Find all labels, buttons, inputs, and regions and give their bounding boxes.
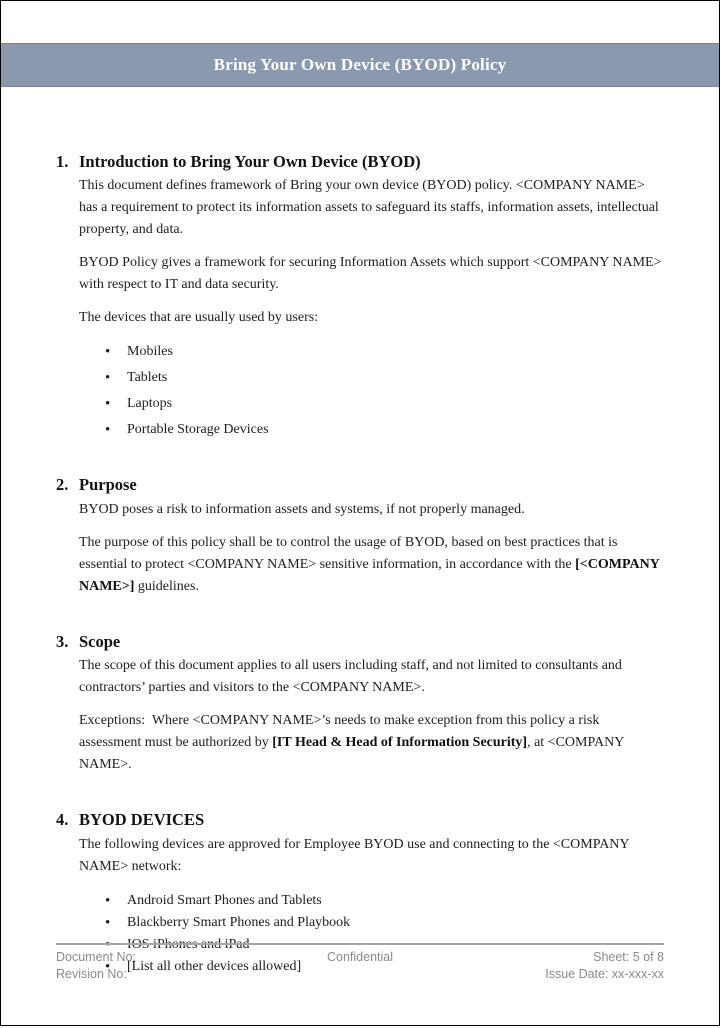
paragraph: BYOD poses a risk to information assets and systems, if not properly managed. [79, 501, 525, 517]
paragraph: The scope of this document applies to all users including staff, and not limited to consultants and contractors’ parties and visitors to the <COMPANY NAME>. [79, 658, 622, 696]
list-item: • [List all other devices allowed] [105, 956, 664, 978]
section-scope [56, 631, 664, 776]
section-heading-text: Scope [79, 631, 121, 651]
section-heading-text: Purpose [79, 475, 137, 495]
list-item: • Blackberry Smart Phones and Playbook [105, 912, 664, 934]
revision-no-label: Revision No: [56, 967, 127, 981]
footer-right [393, 949, 664, 983]
section-heading [56, 474, 664, 495]
page-footer [56, 943, 664, 983]
paragraph-text: guidelines. [134, 578, 199, 594]
paragraph [79, 532, 664, 598]
section-body [56, 499, 664, 598]
footer-left [56, 949, 327, 983]
bold-placeholder: [<COMPANY NAME>] [79, 556, 660, 594]
section-purpose [56, 474, 664, 597]
sheet-number: Sheet: 5 of 8 [593, 950, 664, 964]
issue-date: Issue Date: xx-xxx-xx [545, 967, 664, 981]
section-introduction [56, 151, 664, 441]
section-heading [56, 631, 664, 652]
device-list [79, 341, 664, 441]
paragraph: This document defines framework of Bring your own device (BYOD) policy. <COMPANY NAME> has a requirement to protect its information assets to safeguard its staffs, information assets, intellectual property, and data. [79, 178, 659, 238]
section-body [56, 175, 664, 441]
paragraph-text: , at <COMPANY NAME>. [79, 735, 624, 773]
document-title: Bring Your Own Device (BYOD) Policy [213, 55, 507, 74]
section-number: 4. [56, 810, 69, 830]
list-item: • Tablets [105, 367, 664, 389]
document-no-label: Document No: [56, 950, 136, 964]
footer-center [327, 949, 393, 983]
section-heading [56, 809, 664, 830]
list-item: • Laptops [105, 393, 664, 415]
section-heading-text: BYOD DEVICES [79, 810, 205, 830]
document-body [1, 151, 719, 978]
section-heading [56, 151, 664, 172]
section-body [56, 655, 664, 776]
list-item: • IOS iPhones and iPad [105, 934, 664, 956]
document-title-banner [0, 43, 720, 87]
section-number: 1. [56, 152, 69, 171]
paragraph-text: The purpose of this policy shall be to control the usage of BYOD, based on best practices that is essential to protect <COMPANY NAME> sensitive information, in accordance with the [79, 534, 618, 572]
section-number: 3. [56, 631, 69, 651]
list-item: • Portable Storage Devices [105, 419, 664, 441]
confidential-label: Confidential [326, 950, 393, 964]
section-number: 2. [56, 475, 69, 495]
paragraph-text: Exceptions: Where <COMPANY NAME>’s needs to make exception from this policy a risk assessment must be authorized by [79, 713, 600, 751]
bold-placeholder: [IT Head & Head of Information Security] [272, 735, 528, 751]
list-item: • Mobiles [105, 341, 664, 363]
paragraph: BYOD Policy gives a framework for securing Information Assets which support <COMPANY NAME> with respect to IT and data security. [79, 255, 662, 293]
paragraph: The devices that are usually used by users: [79, 310, 319, 326]
section-heading-text: Introduction to Bring Your Own Device (BYOD) [79, 152, 421, 171]
paragraph: The following devices are approved for Employee BYOD use and connecting to the <COMPANY NAME> network: [79, 836, 630, 874]
list-item: • Android Smart Phones and Tablets [105, 890, 664, 912]
paragraph [79, 710, 664, 776]
